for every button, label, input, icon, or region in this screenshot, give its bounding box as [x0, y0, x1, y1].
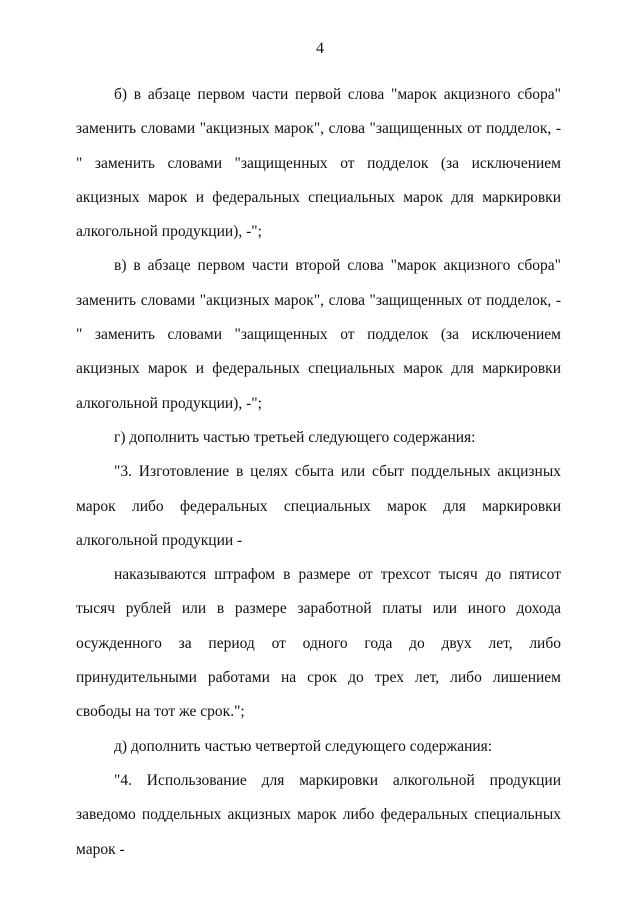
- paragraph-g: г) дополнить частью третьей следующего содержания:: [114, 428, 476, 446]
- paragraph-v: в) в абзаце первом части второй слова "марок акцизного сбора" заменить словами "акцизных марок", слова "защищенных от подделок, -" заменить словами "защищенных от подделок (за исключением акцизных марок и федеральных специальных марок для маркировки алкогольной продукции), -";: [76, 257, 561, 412]
- page-number: 4: [316, 40, 324, 57]
- paragraph-part-3-penalty: наказываются штрафом в размере от трехсот тысяч до пятисот тысяч рублей или в размере заработной платы или иного дохода осужденного за период от одного года до двух лет, либо принудительными работами на срок до трех лет, либо лишением свободы на тот же срок.";: [76, 566, 561, 721]
- paragraph-b: б) в абзаце первом части первой слова "марок акцизного сбора" заменить словами "акцизных марок", слова "защищенных от подделок, -" заменить словами "защищенных от подделок (за исключением акцизных марок и федеральных специальных марок для маркировки алкогольной продукции), -";: [76, 86, 561, 241]
- document-body: [76, 78, 561, 867]
- paragraph-d: д) дополнить частью четвертой следующего содержания:: [114, 737, 493, 755]
- paragraph-part-3: "3. Изготовление в целях сбыта или сбыт поддельных акцизных марок либо федеральных специальных марок для маркировки алкогольной продукции -: [76, 463, 561, 549]
- paragraph-part-4: "4. Использование для маркировки алкогольной продукции заведомо поддельных акцизных марок либо федеральных специальных марок -: [76, 771, 561, 858]
